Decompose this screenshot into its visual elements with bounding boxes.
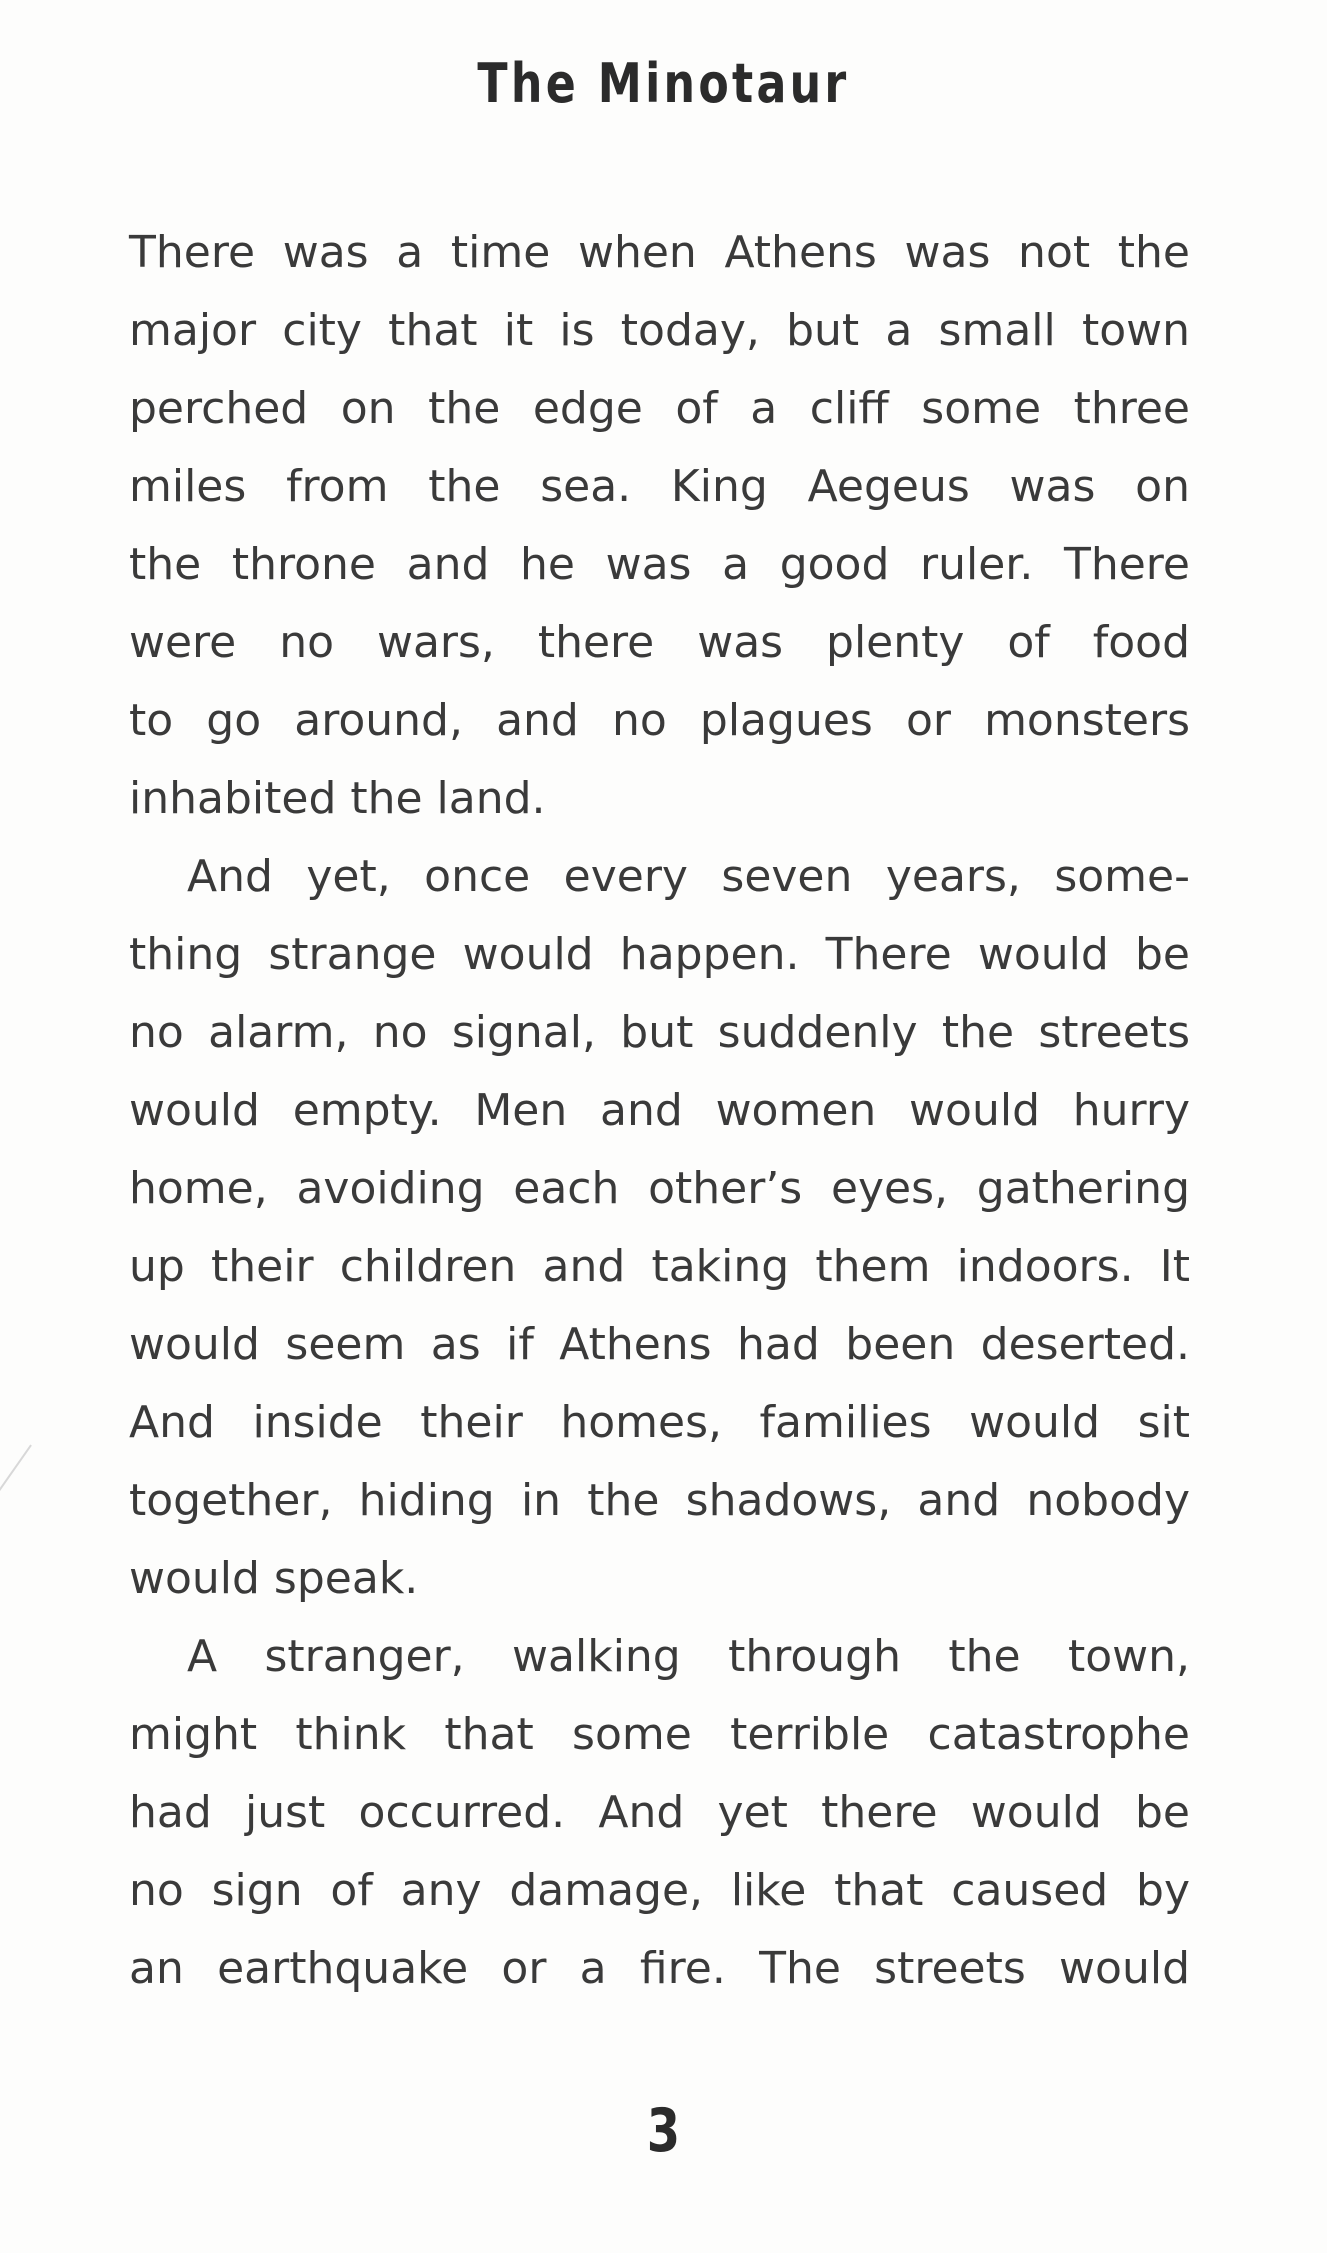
text-line: major city that it is today, but a small town [129, 305, 1190, 356]
body-text [129, 214, 1190, 2008]
text-line: And inside their homes, families would sit [129, 1397, 1190, 1448]
text-line: no alarm, no signal, but suddenly the streets [129, 1007, 1190, 1058]
text-line: might think that some terrible catastrophe [129, 1709, 1190, 1760]
text-line: inhabited the land. [129, 773, 546, 824]
page-number: 3 [646, 2096, 681, 2166]
text-line: thing strange would happen. There would be [129, 929, 1190, 980]
text-line: perched on the edge of a cliff some three [129, 383, 1190, 434]
text-line: to go around, and no plagues or monsters [129, 695, 1190, 746]
text-line: would empty. Men and women would hurry [129, 1085, 1190, 1136]
text-line: And yet, once every seven years, some- [187, 851, 1190, 902]
text-line: There was a time when Athens was not the [129, 227, 1190, 278]
text-line: would speak. [129, 1553, 419, 1604]
text-line: would seem as if Athens had been deserted. [129, 1319, 1190, 1370]
text-line: no sign of any damage, like that caused by [129, 1865, 1190, 1916]
text-line: had just occurred. And yet there would be [129, 1787, 1190, 1838]
text-line: together, hiding in the shadows, and nobody [129, 1475, 1190, 1526]
text-line: home, avoiding each other’s eyes, gathering [129, 1163, 1190, 1214]
chapter-title: The Minotaur [477, 52, 850, 115]
text-line: A stranger, walking through the town, [187, 1631, 1190, 1682]
text-line: miles from the sea. King Aegeus was on [129, 461, 1190, 512]
text-line: the throne and he was a good ruler. There [129, 539, 1190, 590]
text-line: were no wars, there was plenty of food [129, 617, 1190, 668]
scan-artifact [0, 1444, 32, 1491]
text-line: up their children and taking them indoors. It [129, 1241, 1190, 1292]
text-line: an earthquake or a fire. The streets would [129, 1943, 1190, 1994]
